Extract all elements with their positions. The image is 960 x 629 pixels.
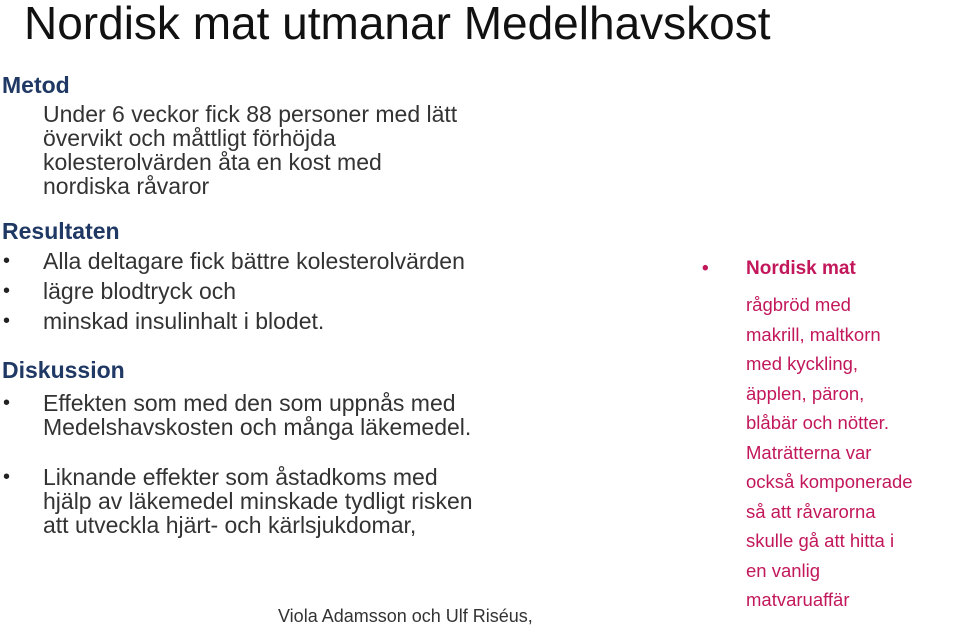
sidebar-text xyxy=(746,290,957,615)
metod-line: Under 6 veckor fick 88 personer med lätt xyxy=(43,101,458,127)
sidebar-line: skulle gå att hitta i xyxy=(746,530,895,551)
list-item: • lägre blodtryck och xyxy=(0,279,465,303)
list-item-line: • Effekten som med den som uppnås med xyxy=(43,390,456,416)
list-item: • minskad insulinhalt i blodet. xyxy=(0,309,465,333)
sidebar-line: också komponerade xyxy=(746,471,913,492)
resultaten-heading: Resultaten xyxy=(2,218,120,244)
list-item xyxy=(0,465,473,537)
sidebar-line: Maträtterna var xyxy=(746,441,872,463)
list-item-line: Medelshavskosten och många läkemedel. xyxy=(43,414,472,440)
metod-line: nordiska råvaror xyxy=(43,173,210,199)
sidebar-heading: • Nordisk mat xyxy=(702,258,957,280)
sidebar-line: med kyckling, xyxy=(746,353,859,374)
metod-line: övervikt och måttligt förhöjda xyxy=(43,125,336,151)
sidebar-line: så att råvarorna xyxy=(746,500,876,522)
diskussion-list xyxy=(0,391,473,563)
list-item: • Alla deltagare fick bättre kolesterolvärden xyxy=(0,249,465,273)
diskussion-heading: Diskussion xyxy=(2,357,125,383)
sidebar-line: en vanlig xyxy=(746,559,821,581)
metod-line: kolesterolvärden åta en kost med xyxy=(43,149,382,175)
sidebar-line: makrill, maltkorn xyxy=(746,323,881,345)
sidebar-line: rågbröd med xyxy=(746,294,851,315)
page-title: Nordisk mat utmanar Medelhavskost xyxy=(24,0,771,49)
sidebar-line: blåbär och nötter. xyxy=(746,412,889,433)
list-item-line: hjälp av läkemedel minskade tydligt risken xyxy=(43,488,473,514)
list-item xyxy=(0,391,473,439)
list-item-line: • Liknande effekter som åstadkoms med xyxy=(43,464,438,490)
author-credit: Viola Adamsson och Ulf Riséus, xyxy=(278,606,533,626)
metod-text xyxy=(43,102,457,198)
nordisk-mat-box xyxy=(702,258,957,615)
sidebar-line: matvaruaffär xyxy=(746,589,850,610)
list-item-line: att utveckla hjärt- och kärlsjukdomar, xyxy=(43,512,417,538)
resultaten-list xyxy=(0,249,465,339)
metod-heading: Metod xyxy=(2,72,70,98)
sidebar-line: äpplen, päron, xyxy=(746,382,865,404)
